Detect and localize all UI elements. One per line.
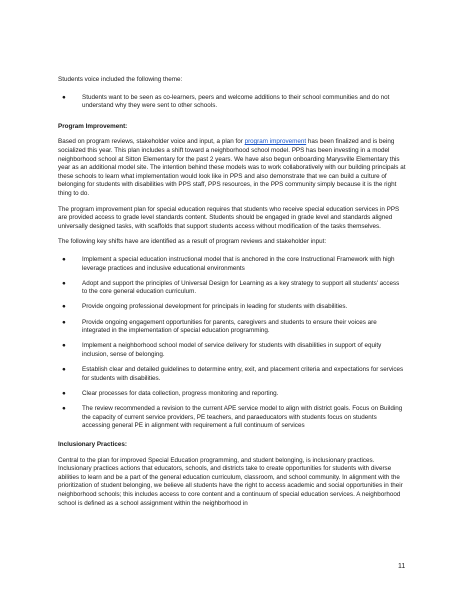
paragraph-text: has been finalized and is being socialized this year. This plan includes a shift toward a neighborhood school model. PPS has been investing in a model neighborhood school at Sitton Elementary for the past 2 years. We have also begun onboarding Marysville Elementary this year as an additional model site. The intention behind these models was to work collaboratively with our building principals at these schools to learn what implementation would look like in PPS and also demonstrate that we can build a culture of belonging for students with disabilities with PPS staff, PPS resources, in the PPS community simply because it is the right thing to do. (58, 138, 406, 197)
program-improvement-paragraph-2: The program improvement plan for special education requires that students who receive special education services in PPS are provided access to grade level standards content. Students should be engaged in grade level and standards aligned universally designed tasks, with scaffolds that support students access without modification of the tasks themselves. (58, 205, 400, 230)
program-improvement-link[interactable]: program improvement (244, 138, 307, 146)
list-item-text: Adopt and support the principles of Universal Design for Learning as a key strategy to support all students' access to the core general education curriculum. (82, 279, 400, 296)
key-shifts-intro: The following key shifts have are identified as a result of program reviews and stakeholder input: (58, 238, 327, 246)
list-item (58, 390, 406, 399)
list-item (58, 256, 406, 273)
list-item-text: Establish clear and detailed guidelines to determine entry, exit, and placement criteria and expectations for services for students with disabilities. (82, 366, 404, 382)
list-item (58, 94, 406, 111)
list-item (58, 405, 406, 431)
list-item-text: Provide ongoing professional development for principals in leading for students with disabilities. (82, 303, 348, 311)
page-content (58, 76, 406, 515)
bullet-icon: ● (62, 342, 66, 350)
list-item-text: Provide ongoing engagement opportunities for parents, caregivers and students to ensure their voices are integrated in the implementation of special education programming. (82, 318, 377, 335)
students-voice-list (58, 94, 406, 111)
bullet-icon: ● (62, 366, 66, 374)
bullet-icon: ● (62, 279, 66, 287)
program-improvement-heading: Program Improvement: (58, 122, 128, 130)
list-item-text: The review recommended a revision to the current APE service model to align with district goals. Focus on Building the capacity of current service providers, PE teachers, and paraeducators with students focus on students accessing general PE in alignment with requirement a full continuum of services (82, 405, 403, 430)
paragraph-text: Based on program reviews, stakeholder voice and input, a plan for (58, 138, 245, 146)
list-item (58, 342, 406, 359)
list-item-text: Clear processes for data collection, progress monitoring and reporting. (82, 390, 279, 397)
students-voice-intro: Students voice included the following theme: (58, 76, 183, 83)
list-item-text: Students want to be seen as co-learners, peers and welcome additions to their school communities and do not understand why they were sent to other schools. (82, 93, 390, 110)
list-item-text: Implement a special education instructional model that is anchored in the core Instructional Framework with high leverage practices and inclusive educational environments (82, 255, 395, 272)
list-item (58, 319, 406, 336)
bullet-icon: ● (62, 93, 66, 101)
list-item (58, 280, 406, 297)
bullet-icon: ● (62, 405, 66, 413)
page-number: 11 (398, 563, 406, 570)
list-item (58, 303, 406, 312)
bullet-icon: ● (62, 390, 66, 397)
key-shifts-list (58, 256, 406, 431)
program-improvement-paragraph-1 (58, 138, 406, 198)
list-item (58, 366, 406, 383)
inclusionary-practices-paragraph: Central to the plan for improved Special Education programming, and student belonging, is inclusionary practices. Inclusionary practices actions that educators, schools, and districts take to create opportunities for students with diverse abilities to learn and be a part of the general education curriculum, classroom, and school community. In alignment with the prioritization of student belonging, we believe all students have the right to access academic and social opportunities in their neighborhood schools; this includes access to core content and a continuum of special education services. A neighborhood school is defined as a school assignment within the neighborhood in (58, 456, 403, 507)
bullet-icon: ● (62, 318, 66, 326)
inclusionary-practices-heading: Inclusionary Practices: (58, 440, 127, 448)
list-item-text: Implement a neighborhood school model of service delivery for students with disabilities in support of equity inclusion, sense of belonging. (82, 342, 382, 359)
bullet-icon: ● (62, 255, 66, 263)
bullet-icon: ● (62, 303, 66, 311)
